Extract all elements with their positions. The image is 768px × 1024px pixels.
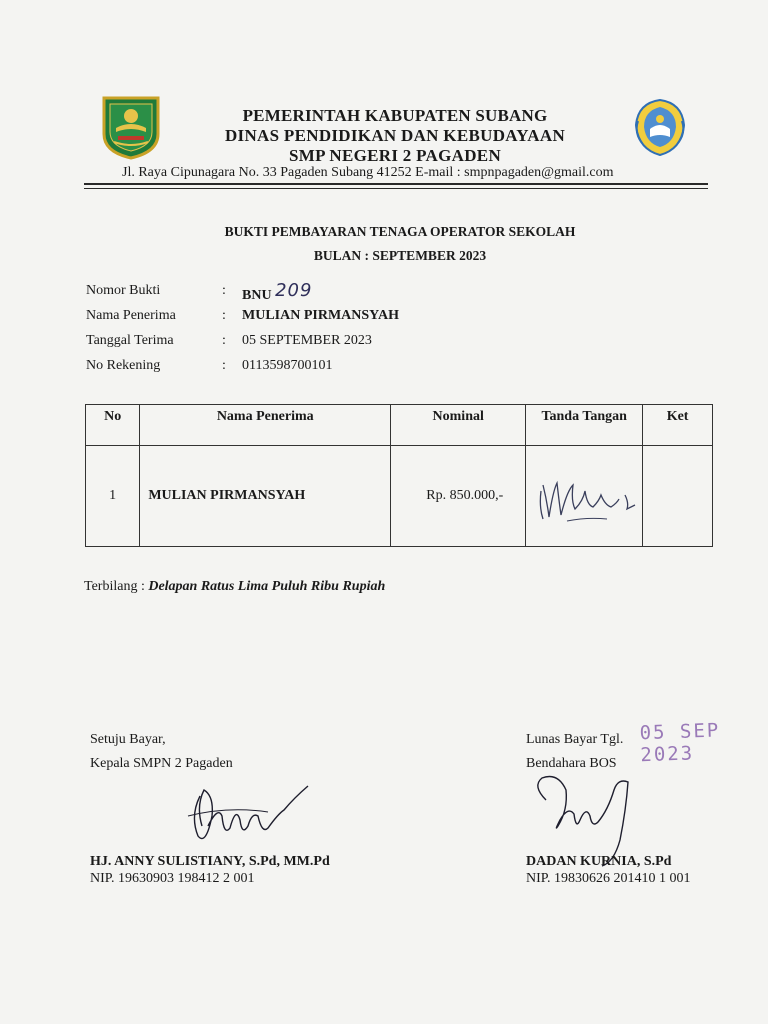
tanggal-value: 05 SEPTEMBER 2023 [242,333,372,348]
table-row [86,446,713,547]
nomor-label: Nomor Bukti [86,283,161,298]
nomor-value [242,280,313,304]
tanggal-label: Tanggal Terima [86,333,174,348]
letterhead-government: PEMERINTAH KABUPATEN SUBANG [242,106,548,125]
smp-school-logo [630,97,690,159]
rekening-value: 0113598700101 [242,358,333,373]
letterhead [160,106,630,166]
separator: : [222,358,226,373]
nomor-prefix: BNU [242,288,272,303]
separator: : [222,333,226,348]
header-ket: Ket [643,405,713,446]
kabupaten-subang-logo [98,94,164,160]
letterhead-address: Jl. Raya Cipunagara No. 33 Pagaden Subang 41252 E-mail : smpnpagaden@gmail.com [122,165,614,180]
paid-date-stamp: 05 SEP 2023 [639,719,721,767]
paid-date-label: Lunas Bayar Tgl. [526,732,624,747]
signature-block-left [90,728,233,776]
treasurer-nip: NIP. 19830626 201410 1 001 [526,871,691,886]
cell-nama: MULIAN PIRMANSYAH [140,446,391,547]
document-title-month: BULAN : SEPTEMBER 2023 [313,248,487,263]
nama-value: MULIAN PIRMANSYAH [242,308,399,323]
payment-table [85,404,713,547]
headmaster-title: Kepala SMPN 2 Pagaden [90,756,233,771]
signature-block-right [526,728,623,776]
terbilang [84,579,385,595]
letterhead-school: SMP NEGERI 2 PAGADEN [288,146,502,165]
document-title-main: BUKTI PEMBAYARAN TENAGA OPERATOR SEKOLAH [224,224,576,239]
header-tanda-tangan: Tanda Tangan [526,405,643,446]
nama-label: Nama Penerima [86,308,176,323]
header-nominal: Nominal [391,405,526,446]
terbilang-value: Delapan Ratus Lima Puluh Ribu Rupiah [148,579,386,594]
approval-label: Setuju Bayar, [90,732,166,747]
letterhead-divider [84,183,708,185]
headmaster-name: HJ. ANNY SULISTIANY, S.Pd, MM.Pd [90,854,330,869]
separator: : [222,283,226,298]
document-title [150,220,650,268]
treasurer-title: Bendahara BOS [526,756,617,771]
headmaster-signature [178,776,318,856]
rekening-label: No Rekening [86,358,161,373]
cell-no: 1 [86,446,140,547]
terbilang-label: Terbilang : [84,579,145,594]
letterhead-divider-thin [84,188,708,189]
cell-signature [526,446,643,547]
letterhead-department: DINAS PENDIDIKAN DAN KEBUDAYAAN [224,126,566,145]
header-nama: Nama Penerima [140,405,391,446]
treasurer-name: DADAN KURNIA, S.Pd [526,854,672,869]
recipient-signature [527,461,639,531]
cell-nominal: Rp. 850.000,- [391,446,526,547]
table-header-row [86,405,713,446]
header-no: No [86,405,140,446]
cell-ket [643,446,713,547]
separator: : [222,308,226,323]
headmaster-nip: NIP. 19630903 198412 2 001 [90,871,255,886]
nomor-handwritten: 209 [275,280,313,301]
